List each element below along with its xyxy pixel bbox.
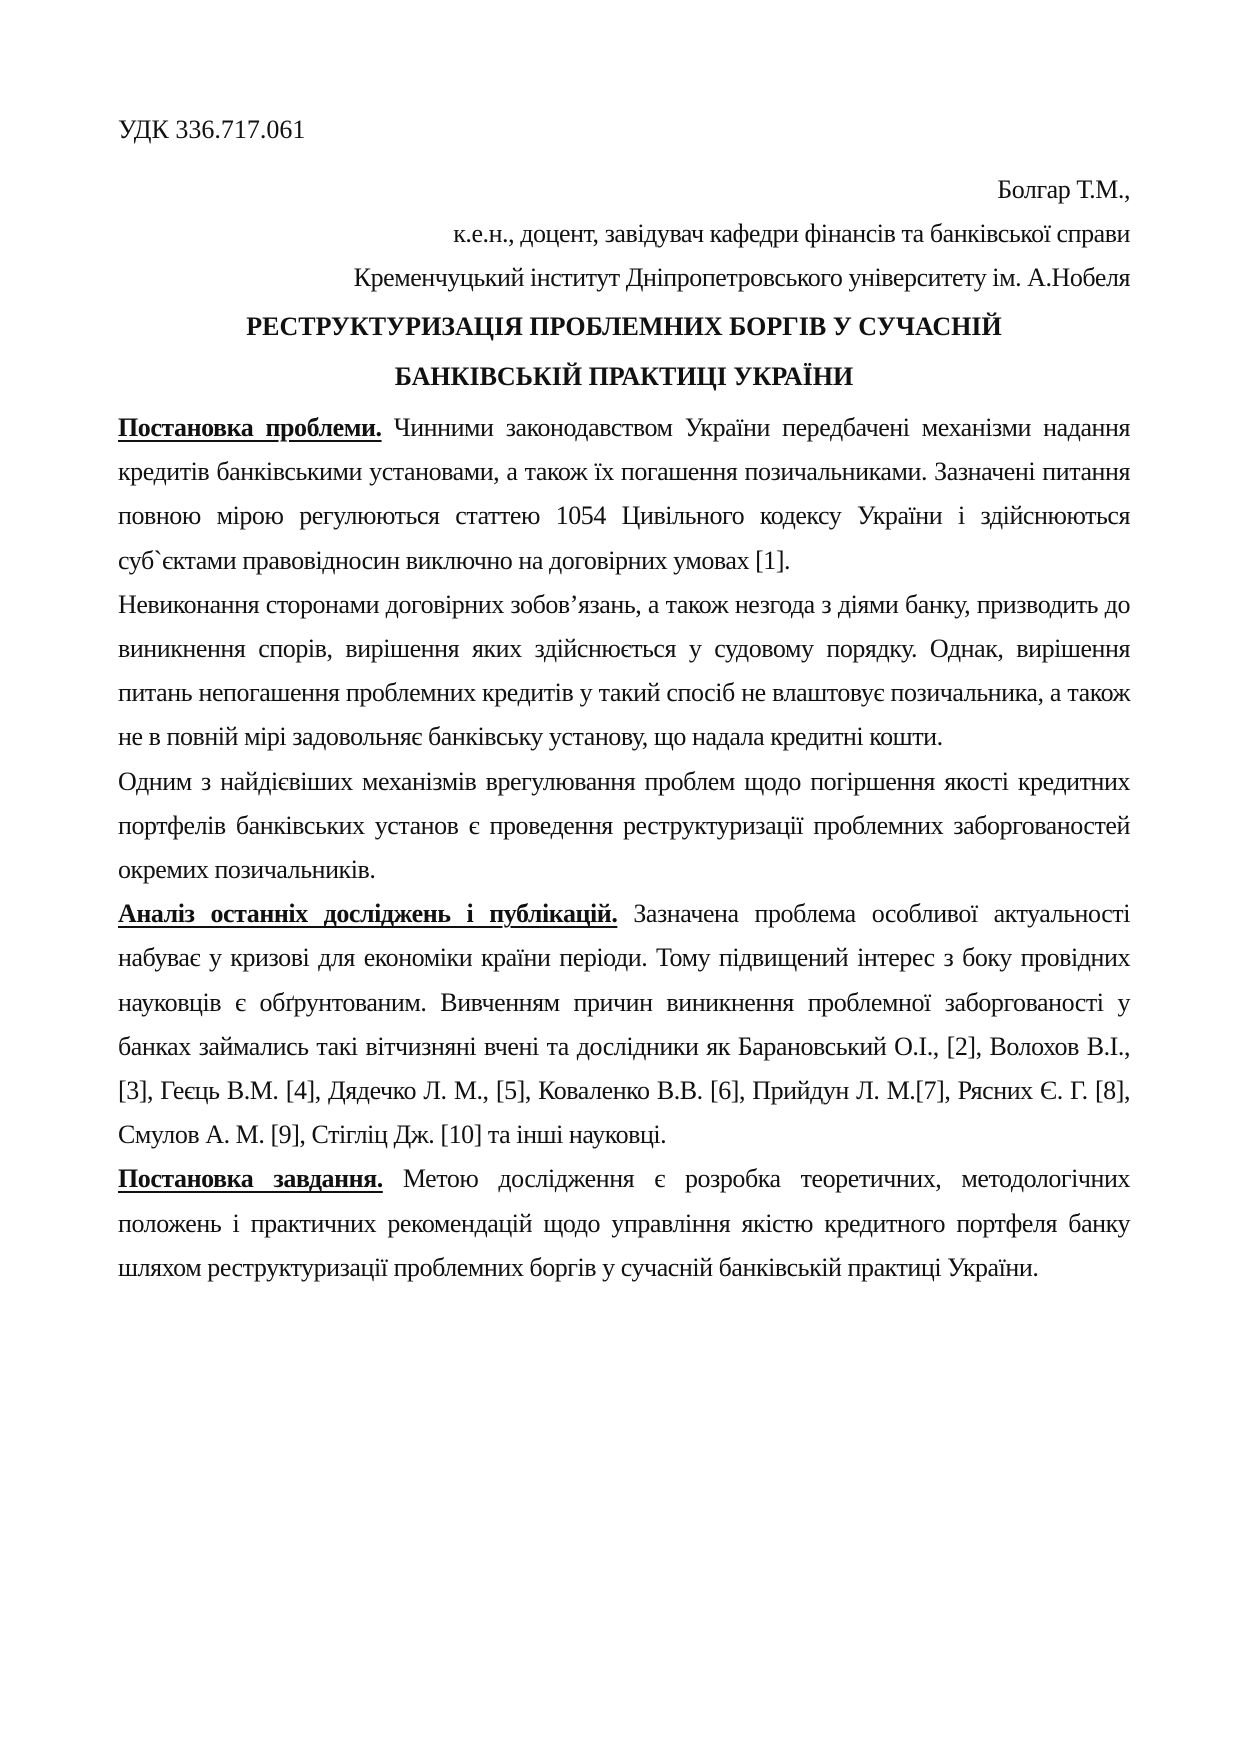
section-text-task: Метою дослідження є розробка теоретичних, методологічних положень і практичних рекомендацій щодо управління якістю кредитного портфеля банку шляхом реструктуризації проблемних боргів у сучасній банківській практиці України. — [118, 1164, 1130, 1282]
section-heading-task: Постановка завдання. — [118, 1164, 383, 1194]
author-institution: Кременчуцький інститут Дніпропетровського університету ім. А.Нобеля — [353, 263, 1130, 292]
udk-code: УДК 336.717.061 — [118, 115, 306, 144]
title-line-1: РЕСТРУКТУРИЗАЦІЯ ПРОБЛЕМНИХ БОРГІВ У СУЧАСНІЙ — [246, 312, 1002, 341]
document-page — [118, 108, 1130, 1290]
section-task-statement — [118, 1157, 1130, 1290]
section-literature-review — [118, 892, 1130, 1157]
paragraph-disputes — [118, 583, 1130, 760]
section-text-problem: Чинними законодавством України передбачені механізми надання кредитів банківськими установами, а також їх погашення позичальниками. Зазначені питання повною мірою регулюються статтею 1054 Цивільного кодексу України і здійснюються суб`єктами правовідносин виключно на договірних умовах [1]. — [118, 413, 1130, 575]
section-heading-problem: Постановка проблеми. — [118, 413, 382, 442]
section-heading-literature: Аналіз останніх досліджень і публікацій. — [118, 899, 618, 929]
paragraph-text-disputes: Невиконання сторонами договірних зобов’язань, а також незгода з діями банку, призводить до виникнення спорів, вирішення яких здійснюється у судовому порядку. Однак, вирішення питань непогашення проблемних кредитів у такий спосіб не влаштовує позичальника, а також не в повній мірі задовольняє банківську установу, що надала кредитні кошти. — [118, 589, 1130, 752]
title-line-2: БАНКІВСЬКІЙ ПРАКТИЦІ УКРАЇНИ — [394, 362, 854, 391]
paper-title — [118, 302, 1130, 402]
author-position: к.е.н., доцент, завідувач кафедри фінансів та банківської справи — [453, 219, 1130, 248]
paragraph-restructuring — [118, 760, 1130, 893]
author-name: Болгар Т.М., — [997, 175, 1130, 204]
section-problem-statement — [118, 406, 1130, 583]
paragraph-text-restructuring: Одним з найдієвіших механізмів врегулювання проблем щодо погіршення якості кредитних портфелів банківських установ є проведення реструктуризації проблемних заборгованостей окремих позичальників. — [118, 766, 1130, 885]
section-text-literature: Зазначена проблема особливої актуальності набуває у кризові для економіки країни періоди. Тому підвищений інтерес з боку провідних науковців є обґрунтованим. Вивченням причин виникнення проблемної заборгованості у банках займались такі вітчизняні вчені та дослідники як Барановський О.І., [2], Волохов В.І., [3], Геєць В.М. [4], Дядечко Л. М., [5], Коваленко В.В. [6], Прийдун Л. М.[7], Рясних Є. Г. [8], Смулов А. М. [9], Стігліц Дж. [10] та інші науковці. — [118, 899, 1130, 1150]
